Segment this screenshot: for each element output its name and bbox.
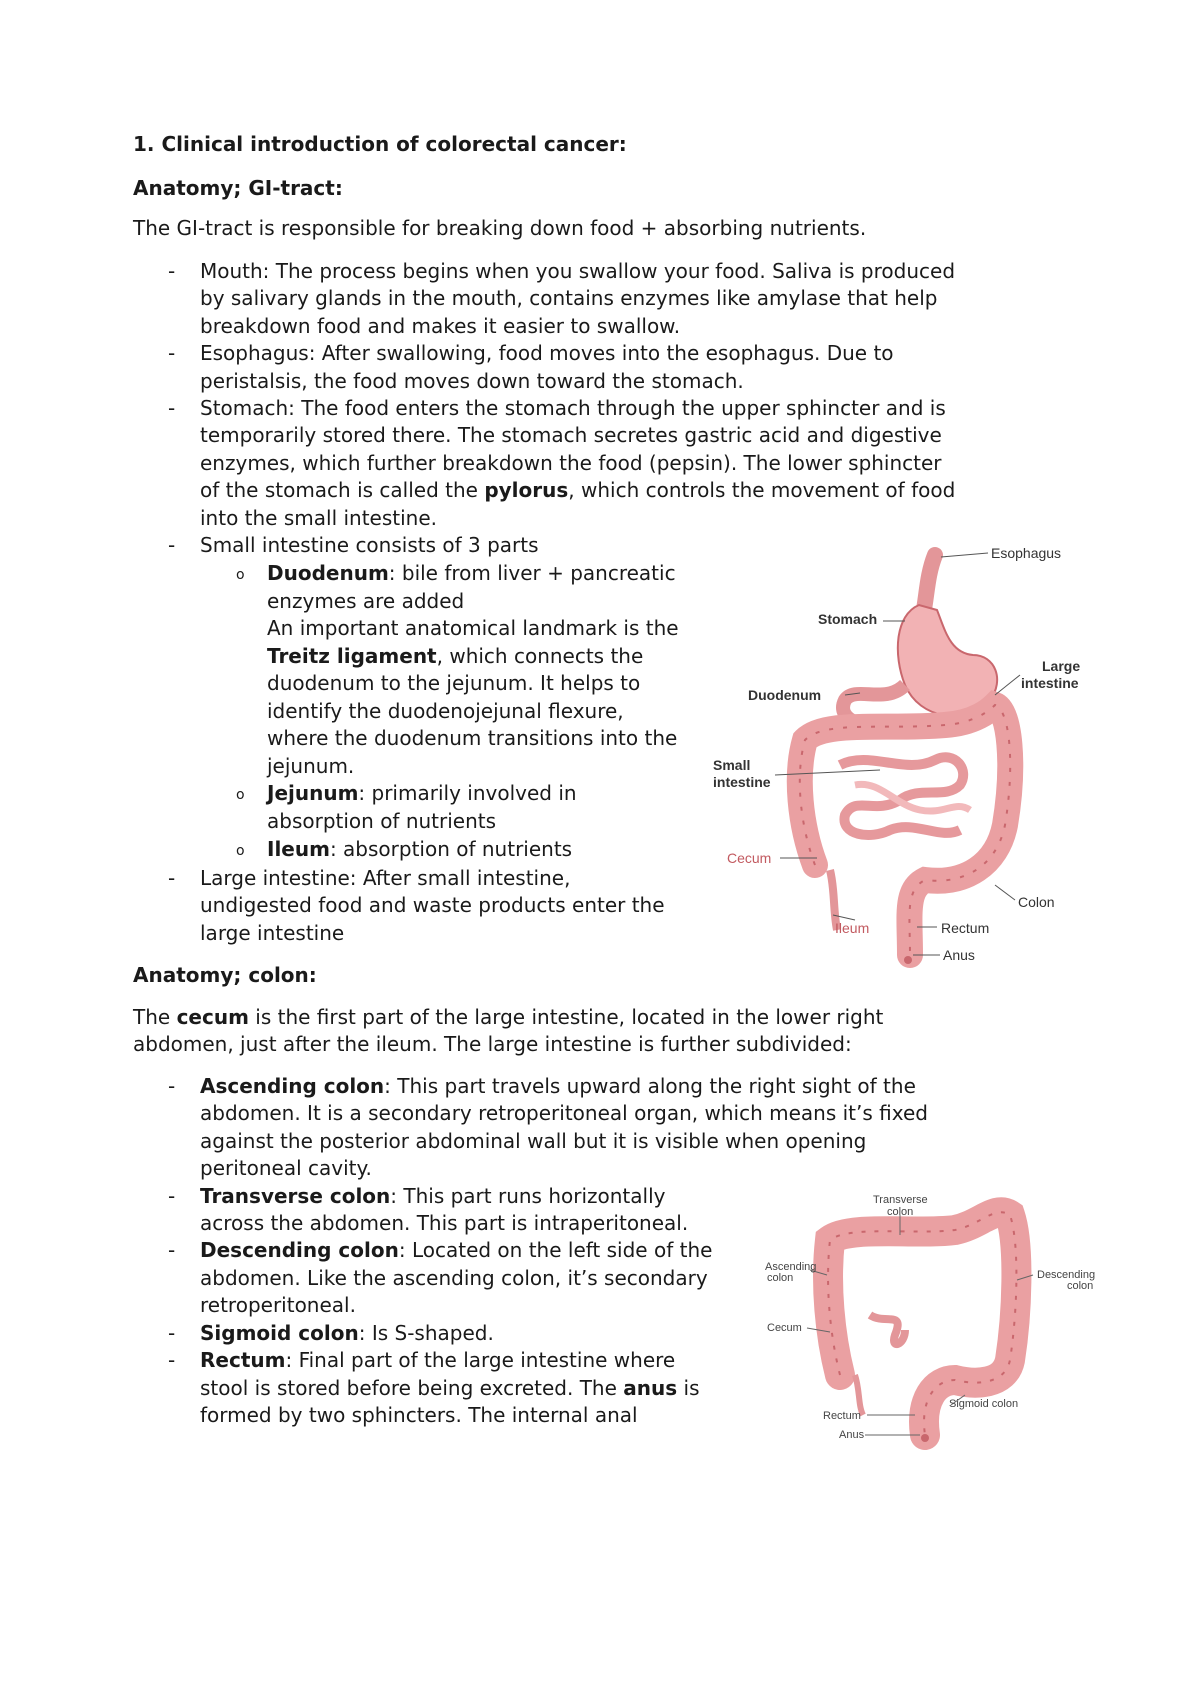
sub-item-text: duodenum to the jejunum. It helps to xyxy=(267,671,641,695)
text-run: : This part travels upward along the right sight of the xyxy=(384,1074,916,1098)
list-item-text: abdomen. Like the ascending colon, it’s secondary xyxy=(200,1266,708,1290)
sub-item-text: enzymes are added xyxy=(267,589,465,613)
list-item-text: peristalsis, the food moves down toward the stomach. xyxy=(200,369,744,393)
text-run: is xyxy=(677,1376,700,1400)
list-item-text: enzymes, which further breakdown the food (pepsin). The lower sphincter xyxy=(200,451,942,475)
text-run: : This part runs horizontally xyxy=(390,1184,666,1208)
intro-paragraph: The GI-tract is responsible for breaking down food + absorbing nutrients. xyxy=(133,216,867,240)
list-dash: - xyxy=(168,1184,176,1208)
term-transverse-colon: Transverse colon xyxy=(200,1184,391,1208)
gi-tract-illustration xyxy=(705,535,1095,970)
label-sigmoid-colon: Sigmoid colon xyxy=(949,1398,1019,1410)
label-cecum: Cecum xyxy=(767,1322,802,1334)
label-ascending-colon-1: Ascending xyxy=(765,1261,817,1273)
label-anus: Anus xyxy=(839,1429,865,1441)
label-esophagus: Esophagus xyxy=(991,545,1062,561)
sub-item-text: An important anatomical landmark is the xyxy=(267,616,679,640)
label-descending-colon-2: colon xyxy=(1067,1280,1094,1292)
text-run: stool is stored before being excreted. The xyxy=(200,1376,624,1400)
text-run: : primarily involved in xyxy=(358,781,577,805)
list-item-large-intestine: Large intestine: After small intestine, xyxy=(200,866,571,890)
label-ascending-colon-2: colon xyxy=(767,1272,794,1284)
list-item-esophagus: Esophagus: After swallowing, food moves into the esophagus. Due to xyxy=(200,341,894,365)
list-item-text: formed by two sphincters. The internal anal xyxy=(200,1403,638,1427)
list-item-text: undigested food and waste products enter the xyxy=(200,893,665,917)
sub-item-duodenum xyxy=(267,558,676,588)
list-dash: - xyxy=(168,1074,176,1098)
list-item-text: across the abdomen. This part is intraperitoneal. xyxy=(200,1211,689,1235)
text-run: : Located on the left side of the xyxy=(398,1238,713,1262)
list-item-text: against the posterior abdominal wall but it is visible when opening xyxy=(200,1129,867,1153)
label-rectum: Rectum xyxy=(941,920,990,936)
term-pylorus: pylorus xyxy=(484,478,569,502)
term-duodenum: Duodenum xyxy=(267,561,389,585)
sub-item-text: identify the duodenojejunal flexure, xyxy=(267,699,624,723)
list-dash: - xyxy=(168,1321,176,1345)
list-item-text: retroperitoneal. xyxy=(200,1293,356,1317)
list-item-mouth: Mouth: The process begins when you swallow your food. Saliva is produced xyxy=(200,259,956,283)
colon-intro-text: abdomen, just after the ileum. The large intestine is further subdivided: xyxy=(133,1032,852,1056)
list-item-text: by salivary glands in the mouth, contains enzymes like amylase that help xyxy=(200,286,938,310)
list-dash: - xyxy=(168,341,176,365)
text-run: : bile from liver + pancreatic xyxy=(388,561,676,585)
list-dash: - xyxy=(168,866,176,890)
text-run: , which controls the movement of food xyxy=(568,478,956,502)
label-large-intestine-1: Large xyxy=(1042,658,1081,674)
label-small-intestine-2: intestine xyxy=(713,774,771,790)
list-dash: - xyxy=(168,1348,176,1372)
list-item-text: abdomen. It is a secondary retroperitoneal organ, which means it’s fixed xyxy=(200,1101,928,1125)
list-item-sigmoid-colon xyxy=(200,1318,494,1348)
list-item-text xyxy=(200,475,955,505)
list-item-stomach: Stomach: The food enters the stomach through the upper sphincter and is xyxy=(200,396,946,420)
sub-item-text xyxy=(267,641,643,671)
label-ileum: Ileum xyxy=(835,920,870,936)
sub-item-ileum xyxy=(267,834,572,864)
label-transverse-colon-2: colon xyxy=(887,1206,914,1218)
list-item-text: breakdown food and makes it easier to swallow. xyxy=(200,314,681,338)
label-large-intestine-2: intestine xyxy=(1021,675,1079,691)
text-run: of the stomach is called the xyxy=(200,478,485,502)
text-run: : absorption of nutrients xyxy=(329,837,573,861)
label-small-intestine-1: Small xyxy=(713,757,751,773)
list-item-transverse-colon xyxy=(200,1181,665,1211)
sub-item-text: jejunum. xyxy=(267,754,355,778)
label-transverse-colon-1: Transverse xyxy=(873,1194,928,1206)
list-dash: - xyxy=(168,1238,176,1262)
list-item-text xyxy=(200,1373,700,1403)
term-descending-colon: Descending colon xyxy=(200,1238,399,1262)
label-cecum: Cecum xyxy=(727,850,772,866)
list-item-text: temporarily stored there. The stomach secretes gastric acid and digestive xyxy=(200,423,942,447)
term-treitz-ligament: Treitz ligament xyxy=(267,644,437,668)
sub-bullet: o xyxy=(236,787,245,803)
list-item-ascending-colon xyxy=(200,1071,916,1101)
label-duodenum: Duodenum xyxy=(748,687,822,703)
term-anus: anus xyxy=(623,1376,678,1400)
sub-bullet: o xyxy=(236,843,245,859)
label-rectum: Rectum xyxy=(823,1410,861,1422)
sub-bullet: o xyxy=(236,567,245,583)
list-item-text: peritoneal cavity. xyxy=(200,1156,372,1180)
list-item-rectum xyxy=(200,1345,675,1375)
section-heading-gi-tract: Anatomy; GI-tract: xyxy=(133,176,343,200)
sub-item-jejunum xyxy=(267,778,577,808)
term-ileum: Ileum xyxy=(267,837,330,861)
text-run: is the first part of the large intestine, located in the lower right xyxy=(248,1005,884,1029)
term-ascending-colon: Ascending colon xyxy=(200,1074,385,1098)
text-run: The xyxy=(133,1005,177,1029)
list-item-text: large intestine xyxy=(200,921,345,945)
sub-item-text: where the duodenum transitions into the xyxy=(267,726,678,750)
label-stomach: Stomach xyxy=(818,611,878,627)
term-jejunum: Jejunum xyxy=(267,781,359,805)
list-item-descending-colon xyxy=(200,1235,712,1265)
text-run: , which connects the xyxy=(436,644,644,668)
list-item-text: into the small intestine. xyxy=(200,506,438,530)
list-dash: - xyxy=(168,396,176,420)
term-sigmoid-colon: Sigmoid colon xyxy=(200,1321,359,1345)
section-heading-colon: Anatomy; colon: xyxy=(133,963,317,987)
label-anus: Anus xyxy=(943,947,975,963)
sub-item-text: absorption of nutrients xyxy=(267,809,497,833)
colon-illustration xyxy=(755,1185,1105,1450)
term-rectum: Rectum xyxy=(200,1348,286,1372)
term-cecum: cecum xyxy=(176,1005,249,1029)
text-run: : Final part of the large intestine where xyxy=(285,1348,676,1372)
colon-intro xyxy=(133,1002,883,1032)
text-run: : Is S-shaped. xyxy=(358,1321,494,1345)
list-dash: - xyxy=(168,259,176,283)
list-item-small-intestine: Small intestine consists of 3 parts xyxy=(200,533,539,557)
list-dash: - xyxy=(168,533,176,557)
label-colon: Colon xyxy=(1018,894,1055,910)
page-title: 1. Clinical introduction of colorectal cancer: xyxy=(133,132,627,156)
label-descending-colon-1: Descending xyxy=(1037,1269,1096,1281)
